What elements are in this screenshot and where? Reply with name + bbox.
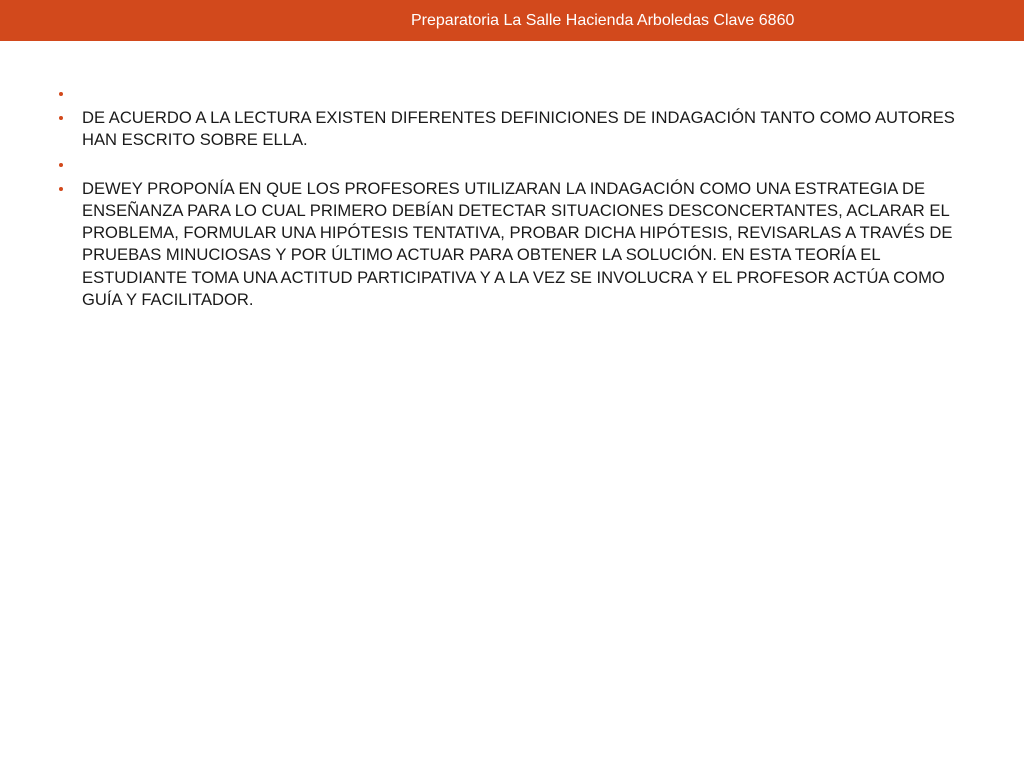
bullet-dot-icon [59, 116, 63, 120]
bullet-text: DE ACUERDO A LA LECTURA EXISTEN DIFERENTES DEFINICIONES DE INDAGACIÓN TANTO COMO AUTORES HAN ESCRITO SOBRE ELLA. [82, 108, 955, 150]
bullet-item-empty-1 [56, 83, 968, 105]
bullet-dot-icon [59, 163, 63, 167]
bullet-text: DEWEY PROPONÍA EN QUE LOS PROFESORES UTILIZARAN LA INDAGACIÓN COMO UNA ESTRATEGIA DE ENSEÑANZA PARA LO CUAL PRIMERO DEBÍAN DETECTAR SITUACIONES DESCONCERTANTES, ACLARAR EL PROBLEMA, FORMULAR UNA HIPÓTESIS TENTATIVA, PROBAR DICHA HIPÓTESIS, REVISARLAS A TRAVÉS DE PRUEBAS MINUCIOSAS Y POR ÚLTIMO ACTUAR PARA OBTENER LA SOLUCIÓN. EN ESTA TEORÍA EL ESTUDIANTE TOMA UNA ACTITUD PARTICIPATIVA Y A LA VEZ SE INVOLUCRA Y EL PROFESOR ACTÚA COMO GUÍA Y FACILITADOR. [82, 178, 953, 310]
content-bullet-list [56, 83, 968, 313]
bullet-dot-icon [59, 92, 63, 96]
bullet-dot-icon [59, 187, 63, 191]
bullet-item-dewey [56, 178, 968, 312]
bullet-item-empty-2 [56, 154, 968, 176]
header-bar [0, 0, 1024, 41]
bullet-item-definitions [56, 107, 968, 152]
slide-header-title: Preparatoria La Salle Hacienda Arboledas Clave 6860 [411, 12, 795, 29]
